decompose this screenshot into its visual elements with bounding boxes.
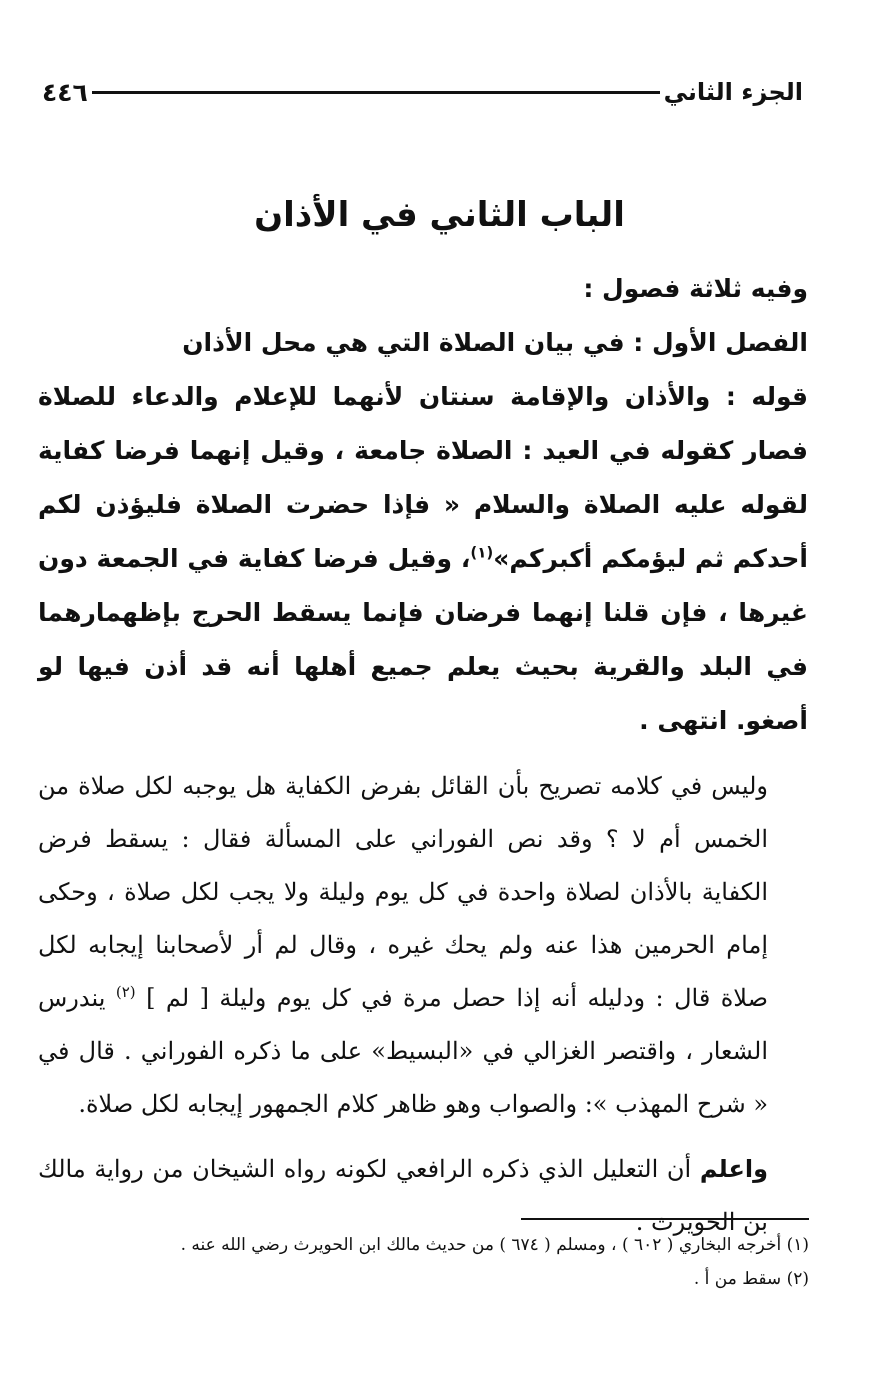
quoted-passage-text: قوله : والأذان والإقامة سنتان لأنهما للإعلام والدعاء للصلاة فصار كقوله في العيد : الصلاة جامعة ، وقيل إنهما فرضا كفاية لقوله عليه الصلاة والسلام « فإذا حضرت الصلاة فليؤذن لكم أحدكم ثم ليؤمكم أكبركم»	[38, 382, 808, 573]
commentary-text-cont: يندرس الشعار ، واقتصر الغزالي في «البسيط» على ما ذكره الفوراني . قال في « شرح المهذب »: والصواب وهو ظاهر كلام الجمهور إيجابه لكل صلاة.	[38, 984, 768, 1118]
body-text	[38, 262, 808, 1249]
commentary-paragraph	[38, 760, 808, 1131]
footnote-separator	[521, 1218, 809, 1220]
section-heading: الفصل الأول : في بيان الصلاة التي هي محل الأذان	[182, 328, 808, 357]
commentary-text: وليس في كلامه تصريح بأن القائل بفرض الكفاية هل يوجبه لكل صلاة من الخمس أم لا ؟ وقد نص الفوراني على المسألة فقال : يسقط فرض الكفاية بالأذان لصلاة واحدة في كل يوم وليلة ولا يجب لكل صلاة ، وحكى إمام الحرمين هذا عنه ولم يحك غيره ، وقال لم أر لأصحابنا إيجابه لكل صلاة قال : ودليله أنه إذا حصل مرة في كل يوم وليلة [ لم ]	[38, 772, 768, 1012]
footnote-ref-2[interactable]: (٢)	[115, 983, 136, 1001]
quoted-passage	[38, 370, 808, 748]
footnote-ref-1[interactable]: (١)	[470, 543, 494, 562]
lead-word: واعلم	[699, 1155, 768, 1183]
part-label: الجزء الثاني	[663, 78, 803, 106]
closing-text: أن التعليل الذي ذكره الرافعي لكونه رواه الشيخان من رواية مالك بن الحويرث .	[38, 1155, 768, 1236]
footnote-1: (١) أخرجه البخاري ( ٦٠٢ ) ، ومسلم ( ٦٧٤ ) من حديث مالك ابن الحويرث رضي الله عنه .	[180, 1235, 809, 1255]
running-header	[30, 72, 815, 112]
sections-intro: وفيه ثلاثة فصول :	[583, 274, 808, 303]
page-number: ٤٤٦	[42, 77, 88, 107]
quoted-passage-cont: ، وقيل فرضا كفاية في الجمعة دون غيرها ، فإن قلنا إنهما فرضان فإنما يسقط الحرج بإظهمارهما في البلد والقرية بحيث يعلم جميع أهلها أنه قد أذن فيها لو أصغو. انتهى .	[38, 544, 808, 735]
chapter-title: الباب الثاني في الأذان	[254, 195, 625, 235]
footnote-2: (٢) سقط من أ .	[693, 1269, 809, 1289]
header-rule	[92, 91, 660, 94]
footnotes	[69, 1228, 809, 1296]
